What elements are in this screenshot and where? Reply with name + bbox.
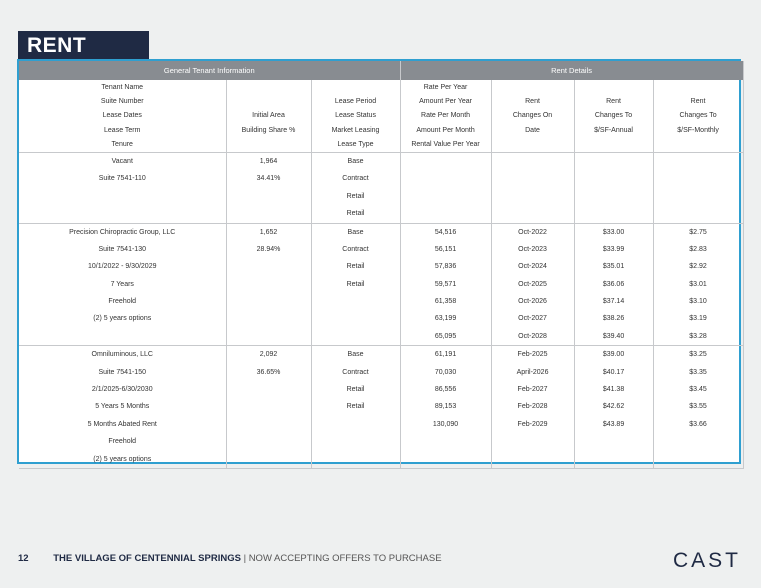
cell-line: $39.00 bbox=[602, 351, 625, 359]
cell-line: Oct-2025 bbox=[518, 280, 547, 288]
amount-cell bbox=[400, 346, 491, 469]
tenant-row bbox=[19, 152, 743, 223]
header-line: Lease Period bbox=[334, 98, 377, 106]
cell-line: 1,964 bbox=[259, 157, 278, 165]
header-line: Rent bbox=[606, 98, 621, 106]
header-line bbox=[227, 138, 311, 152]
cell-line bbox=[492, 433, 574, 450]
area-cell bbox=[226, 346, 311, 469]
cell-line bbox=[654, 188, 743, 205]
tenant-row bbox=[19, 346, 743, 469]
cell-line bbox=[227, 293, 311, 310]
cell-line bbox=[227, 398, 311, 415]
cell-line: Retail bbox=[346, 403, 365, 411]
cell-line bbox=[654, 433, 743, 450]
cell-line bbox=[575, 153, 653, 170]
cell-line: Precision Chiropractic Group, LLC bbox=[69, 228, 176, 236]
header-line: Date bbox=[525, 126, 540, 134]
cell-line: Vacant bbox=[111, 157, 133, 165]
cell-line: Retail bbox=[346, 192, 365, 200]
header-line: $/SF-Annual bbox=[594, 126, 633, 134]
cell-line bbox=[575, 205, 653, 222]
header-line: Changes To bbox=[679, 112, 717, 120]
cell-line: (2) 5 years options bbox=[93, 455, 152, 463]
cell-line: (2) 5 years options bbox=[93, 315, 152, 323]
page-number: 12 bbox=[18, 553, 29, 564]
amount-cell bbox=[400, 223, 491, 346]
column-header-row bbox=[19, 80, 743, 152]
cell-line bbox=[227, 310, 311, 327]
cell-line: $3.01 bbox=[689, 280, 707, 288]
cell-line: 36.65% bbox=[256, 368, 281, 376]
cell-line bbox=[654, 205, 743, 222]
annual-rate-cell bbox=[574, 152, 653, 223]
cell-line: 130,090 bbox=[432, 420, 459, 428]
property-name: THE VILLAGE OF CENTENNIAL SPRINGS bbox=[53, 553, 241, 564]
monthly-rate-cell bbox=[653, 346, 743, 469]
header-line: Rate Per Year bbox=[423, 84, 468, 91]
header-line: Lease Type bbox=[337, 140, 374, 148]
cell-line: Oct-2028 bbox=[518, 332, 547, 340]
cell-line: 5 Years 5 Months bbox=[95, 403, 150, 411]
header-line: $/SF-Monthly bbox=[677, 126, 719, 134]
cell-line: 2,092 bbox=[259, 351, 278, 359]
header-line bbox=[227, 81, 311, 95]
header-line: Rental Value Per Year bbox=[411, 140, 480, 148]
header-line: Initial Area bbox=[252, 112, 285, 120]
cell-line bbox=[227, 205, 311, 222]
header-col2 bbox=[226, 80, 311, 152]
monthly-rate-cell bbox=[653, 152, 743, 223]
header-line bbox=[654, 81, 743, 95]
cell-line: Feb-2028 bbox=[517, 403, 548, 411]
cell-line: $3.19 bbox=[689, 315, 707, 323]
footer-tagline: | NOW ACCEPTING OFFERS TO PURCHASE bbox=[243, 553, 442, 564]
cell-line: $39.40 bbox=[602, 332, 625, 340]
page-title bbox=[18, 31, 149, 61]
cell-line bbox=[312, 293, 400, 310]
cell-line bbox=[401, 188, 491, 205]
header-line bbox=[227, 95, 311, 109]
header-col6 bbox=[574, 80, 653, 152]
header-line bbox=[575, 81, 653, 95]
cell-line: Base bbox=[347, 228, 364, 236]
header-line: Tenure bbox=[111, 140, 133, 148]
cell-line: 2/1/2025-6/30/2030 bbox=[91, 386, 153, 394]
header-line: Building Share % bbox=[241, 126, 296, 134]
cell-line bbox=[575, 170, 653, 187]
header-line: Rent bbox=[690, 98, 706, 106]
cell-line bbox=[575, 188, 653, 205]
cell-line: 1,652 bbox=[259, 228, 278, 236]
cell-line: Feb-2029 bbox=[517, 420, 548, 428]
cell-line bbox=[401, 170, 491, 187]
cell-line: $3.25 bbox=[689, 351, 707, 359]
cell-line: Suite 7541-110 bbox=[98, 175, 146, 183]
header-line: Suite Number bbox=[100, 98, 144, 106]
cell-line: $3.10 bbox=[689, 298, 707, 306]
cell-line: Freehold bbox=[108, 298, 137, 306]
cell-line: $38.26 bbox=[602, 315, 625, 323]
cell-line: 61,191 bbox=[434, 351, 457, 359]
cell-line bbox=[19, 328, 226, 345]
cell-line: 65,095 bbox=[434, 332, 457, 340]
area-cell bbox=[226, 152, 311, 223]
tenant-info-cell bbox=[19, 152, 226, 223]
date-cell bbox=[491, 223, 574, 346]
cell-line: 89,153 bbox=[434, 403, 457, 411]
cell-line: 86,556 bbox=[434, 386, 457, 394]
cell-line bbox=[492, 451, 574, 468]
title-bold: RENT bbox=[27, 34, 87, 57]
cell-line: $43.89 bbox=[602, 420, 625, 428]
header-line bbox=[654, 138, 743, 152]
cell-line: $35.01 bbox=[602, 263, 625, 271]
section-rent-details: Rent Details bbox=[400, 61, 743, 80]
cell-line: $36.06 bbox=[602, 280, 625, 288]
cell-line bbox=[312, 416, 400, 433]
header-line: Rent bbox=[525, 98, 540, 106]
cell-line: 34.41% bbox=[256, 175, 281, 183]
cast-logo: CAST bbox=[672, 549, 741, 572]
header-col1 bbox=[19, 80, 226, 152]
header-line: Changes To bbox=[594, 112, 633, 120]
date-cell bbox=[491, 346, 574, 469]
area-cell bbox=[226, 223, 311, 346]
cell-line bbox=[654, 153, 743, 170]
cell-line bbox=[401, 451, 491, 468]
annual-rate-cell bbox=[574, 346, 653, 469]
cell-line: Suite 7541-150 bbox=[98, 368, 146, 376]
cell-line: $37.14 bbox=[602, 298, 625, 306]
lease-cell bbox=[311, 346, 400, 469]
cell-line: Base bbox=[347, 351, 364, 359]
tenant-info-cell bbox=[19, 346, 226, 469]
cell-line bbox=[401, 433, 491, 450]
cell-line: Oct-2027 bbox=[518, 315, 547, 323]
cell-line bbox=[227, 416, 311, 433]
header-col5 bbox=[491, 80, 574, 152]
cell-line: Contract bbox=[342, 245, 369, 253]
header-col4 bbox=[400, 80, 491, 152]
cell-line: Feb-2027 bbox=[517, 386, 548, 394]
cell-line: Retail bbox=[346, 210, 365, 218]
cell-line: Oct-2026 bbox=[518, 298, 547, 306]
cell-line: Oct-2023 bbox=[518, 245, 547, 253]
cell-line: Omniluminous, LLC bbox=[91, 351, 153, 359]
cell-line: Freehold bbox=[108, 438, 137, 446]
cell-line: $40.17 bbox=[602, 368, 625, 376]
cell-line: Base bbox=[347, 157, 364, 165]
monthly-rate-cell bbox=[653, 223, 743, 346]
cell-line bbox=[312, 451, 400, 468]
rent-roll-table bbox=[19, 61, 744, 469]
cell-line: Suite 7541-130 bbox=[98, 245, 146, 253]
cell-line bbox=[227, 188, 311, 205]
header-line: Market Leasing bbox=[331, 126, 380, 134]
tenant-info-cell bbox=[19, 223, 226, 346]
cell-line bbox=[654, 451, 743, 468]
header-line: Lease Term bbox=[104, 126, 141, 134]
cell-line: 70,030 bbox=[434, 368, 457, 376]
annual-rate-cell bbox=[574, 223, 653, 346]
cell-line bbox=[575, 433, 653, 450]
cell-line: $41.38 bbox=[602, 386, 625, 394]
cell-line bbox=[492, 153, 574, 170]
cell-line: 7 Years bbox=[110, 280, 134, 288]
cell-line: $2.92 bbox=[689, 263, 707, 271]
cell-line bbox=[227, 451, 311, 468]
cell-line bbox=[401, 153, 491, 170]
amount-cell bbox=[400, 152, 491, 223]
header-line bbox=[492, 138, 574, 152]
cell-line: Retail bbox=[346, 263, 365, 271]
header-line bbox=[492, 81, 574, 95]
header-line: Tenant Name bbox=[101, 84, 144, 91]
lease-cell bbox=[311, 223, 400, 346]
cell-line: Contract bbox=[342, 368, 369, 376]
cell-line bbox=[492, 188, 574, 205]
header-col7 bbox=[653, 80, 743, 152]
cell-line: 54,516 bbox=[434, 228, 457, 236]
cell-line bbox=[654, 170, 743, 187]
cell-line bbox=[227, 258, 311, 275]
header-line: Lease Dates bbox=[102, 112, 142, 120]
page-footer bbox=[18, 553, 442, 564]
cell-line: $42.62 bbox=[602, 403, 625, 411]
cell-line: 63,199 bbox=[434, 315, 457, 323]
header-line: Amount Per Year bbox=[419, 98, 472, 106]
cell-line: Contract bbox=[342, 175, 369, 183]
cell-line bbox=[227, 381, 311, 398]
cell-line: 5 Months Abated Rent bbox=[87, 420, 157, 428]
cell-line: $2.83 bbox=[689, 245, 707, 253]
cell-line: Oct-2022 bbox=[518, 228, 547, 236]
cell-line bbox=[575, 451, 653, 468]
cell-line: 56,151 bbox=[434, 245, 457, 253]
cell-line: 28.94% bbox=[256, 245, 281, 253]
header-line: Lease Status bbox=[335, 112, 376, 120]
lease-cell bbox=[311, 152, 400, 223]
header-line bbox=[312, 81, 400, 95]
cell-line: Oct-2024 bbox=[518, 263, 547, 271]
cell-line: $33.99 bbox=[602, 245, 625, 253]
header-line: Changes On bbox=[512, 112, 553, 120]
tenant-row bbox=[19, 223, 743, 346]
cell-line bbox=[401, 205, 491, 222]
cell-line bbox=[227, 276, 311, 293]
cell-line bbox=[227, 433, 311, 450]
cell-line: $3.45 bbox=[689, 386, 707, 394]
cell-line bbox=[492, 170, 574, 187]
cell-line: 61,358 bbox=[434, 298, 457, 306]
cell-line: Feb-2025 bbox=[517, 351, 548, 359]
header-col3 bbox=[311, 80, 400, 152]
cell-line bbox=[492, 205, 574, 222]
cell-line bbox=[19, 205, 226, 222]
header-line: Rate Per Month bbox=[421, 112, 471, 120]
header-line bbox=[575, 138, 653, 152]
cell-line: $3.55 bbox=[689, 403, 707, 411]
cell-line: $3.28 bbox=[689, 332, 707, 340]
cell-line: 59,571 bbox=[434, 280, 457, 288]
rent-roll-table-frame bbox=[17, 59, 741, 464]
cell-line: $3.66 bbox=[689, 420, 707, 428]
cell-line bbox=[312, 328, 400, 345]
cell-line: $33.00 bbox=[602, 228, 625, 236]
cell-line bbox=[19, 188, 226, 205]
cell-line: April-2026 bbox=[516, 368, 549, 376]
section-general-tenant-info: General Tenant Information bbox=[19, 61, 400, 80]
header-line: Amount Per Month bbox=[416, 126, 475, 134]
cell-line bbox=[312, 310, 400, 327]
cell-line: 10/1/2022 - 9/30/2029 bbox=[87, 263, 157, 271]
cell-line: Retail bbox=[346, 386, 365, 394]
cell-line: 57,836 bbox=[434, 263, 457, 271]
cell-line: Retail bbox=[346, 280, 365, 288]
cell-line: $2.75 bbox=[689, 228, 707, 236]
cell-line: $3.35 bbox=[689, 368, 707, 376]
cell-line bbox=[312, 433, 400, 450]
cell-line bbox=[227, 328, 311, 345]
date-cell bbox=[491, 152, 574, 223]
